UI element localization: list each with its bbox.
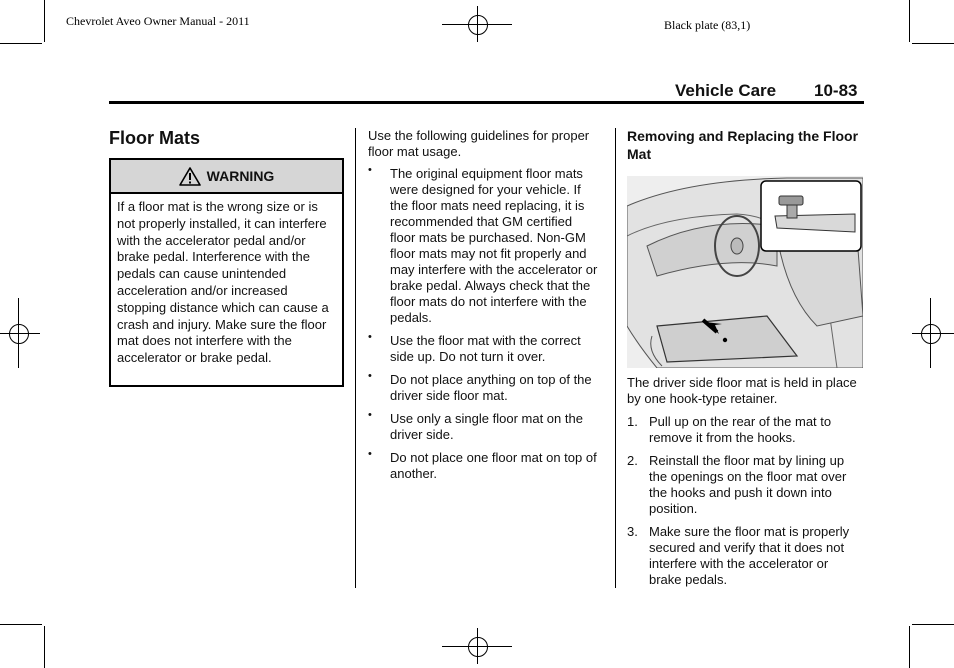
subsection-heading: Removing and Replacing the Floor Mat: [627, 128, 859, 162]
list-item-text: The original equipment floor mats were designed for your vehicle. If the floor mats need replacing, it is recommended that GM certified floor mats be purchased. Non-GM floor mats may not fit properly and may interfere with the accelerator or brake pedal. Always check that the floor mats do not interfere with the pedals.: [390, 166, 598, 325]
list-item: [368, 333, 600, 365]
header-rule: [109, 101, 864, 104]
crop-mark: [909, 626, 910, 668]
registration-mark-top: [442, 6, 512, 42]
list-item: [368, 372, 600, 404]
step-item: [627, 524, 863, 588]
list-item-text: Do not place anything on top of the driver side floor mat.: [390, 372, 592, 403]
plate-label: Black plate (83,1): [664, 18, 751, 32]
warning-header: [111, 160, 342, 194]
step-number: 3.: [627, 524, 638, 539]
column-divider: [615, 128, 616, 588]
guideline-list: [368, 166, 600, 482]
registration-mark-left: [0, 298, 40, 368]
bullet-icon: •: [368, 331, 372, 343]
crop-mark: [0, 43, 42, 44]
section-title: Vehicle Care: [675, 81, 777, 100]
bullet-icon: •: [368, 164, 372, 176]
step-item: [627, 453, 863, 517]
list-item-text: Use only a single floor mat on the driver side.: [390, 411, 583, 442]
crop-mark: [909, 0, 910, 42]
page-title: Floor Mats: [109, 128, 201, 148]
manual-title: Chevrolet Aveo Owner Manual - 2011: [66, 14, 250, 28]
warning-box: [109, 158, 344, 387]
step-list: [627, 414, 863, 588]
step-number: 1.: [627, 414, 638, 429]
figure-caption: The driver side floor mat is held in place by one hook-type retainer.: [627, 375, 857, 406]
list-item: [368, 411, 600, 443]
guidelines-intro: Use the following guidelines for proper floor mat usage.: [368, 128, 590, 159]
list-item: [368, 450, 600, 482]
step-item: [627, 414, 863, 446]
warning-label: WARNING: [206, 168, 275, 184]
bullet-icon: •: [368, 409, 372, 421]
warning-triangle-icon: [179, 167, 201, 186]
list-item-text: Do not place one floor mat on top of another.: [390, 450, 597, 481]
bullet-icon: •: [368, 448, 372, 460]
crop-mark: [44, 626, 45, 668]
guidelines-column: [368, 128, 600, 489]
list-item: [368, 166, 600, 326]
crop-mark: [912, 43, 954, 44]
crop-mark: [0, 624, 42, 625]
registration-mark-bottom: [442, 628, 512, 664]
column-divider: [355, 128, 356, 588]
list-item-text: Use the floor mat with the correct side up. Do not turn it over.: [390, 333, 581, 364]
crop-mark: [912, 624, 954, 625]
bullet-icon: •: [368, 370, 372, 382]
step-text: Reinstall the floor mat by lining up the openings on the floor mat over the hooks and push it down into position.: [649, 453, 847, 516]
page-number: 10-83: [814, 81, 858, 100]
floor-mat-retainer-illustration: [627, 176, 863, 368]
step-text: Make sure the floor mat is properly secured and verify that it does not interfere with the accelerator or brake pedals.: [649, 524, 850, 587]
registration-mark-right: [912, 298, 954, 368]
crop-mark: [44, 0, 45, 42]
instructions-column: [627, 375, 863, 595]
step-number: 2.: [627, 453, 638, 468]
step-text: Pull up on the rear of the mat to remove it from the hooks.: [649, 414, 832, 445]
warning-text: If a floor mat is the wrong size or is not properly installed, it can interfere with the accelerator pedal and/or brake pedal. Interference with the pedals can cause unintended acceleration and/or increased stopping distance which can cause a crash and injury. Make sure the floor mat does not interfere with the accelerator or brake pedal.: [117, 199, 329, 366]
